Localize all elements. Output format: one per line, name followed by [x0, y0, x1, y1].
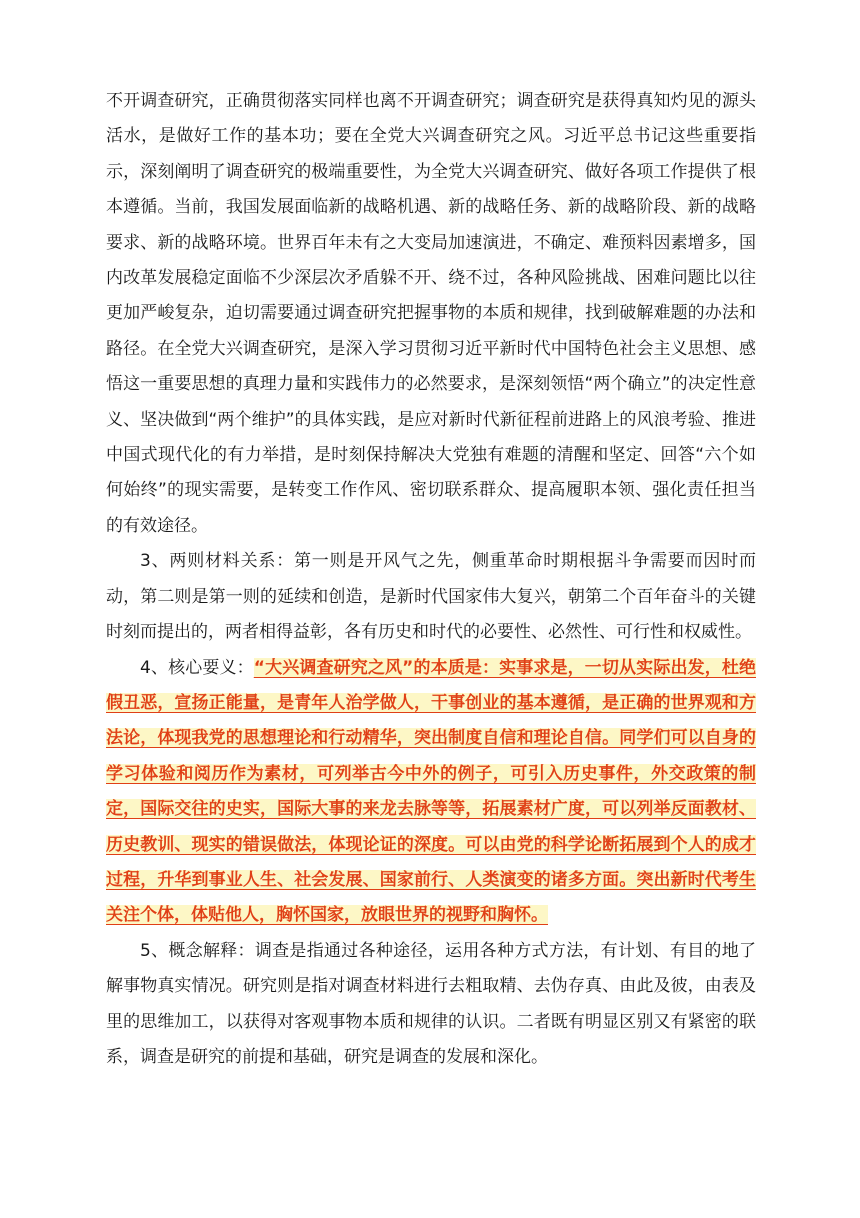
paragraph-core-essence [106, 651, 756, 934]
core-essence-highlight: “大兴调查研究之风”的本质是：实事求是，一切从实际出发，杜绝假丑恶，宣扬正能量，是青年人治学做人，干事创业的基本遵循，是正确的世界观和方法论，体现我党的思想理论和行动精华，突出制度自信和理论自信。同学们可以自身的学习体验和阅历作为素材，可列举古今中外的例子，可引入历史事件，外交政策的制定，国际交往的史实，国际大事的来龙去脉等等，拓展素材广度，可以列举反面教材、历史教训、现实的错误做法，体现论证的深度。可以由党的科学论断拓展到个人的成才过程，升华到事业人生、社会发展、国家前行、人类演变的诸多方面。突出新时代考生关注个体，体贴他人，胸怀国家，放眼世界的视野和胸怀。 [106, 657, 756, 926]
document-page [106, 84, 756, 1075]
paragraph-concept-explanation: 5、概念解释：调查是指通过各种途径，运用各种方式方法，有计划、有目的地了解事物真实情况。研究则是指对调查材料进行去粗取精、去伪存真、由此及彼，由表及里的思维加工，以获得对客观事物本质和规律的认识。二者既有明显区别又有紧密的联系，调查是研究的前提和基础，研究是调查的发展和深化。 [106, 940, 756, 1067]
paragraph-continuation: 不开调查研究，正确贯彻落实同样也离不开调查研究；调查研究是获得真知灼见的源头活水，是做好工作的基本功；要在全党大兴调查研究之风。习近平总书记这些重要指示，深刻阐明了调查研究的极端重要性，为全党大兴调查研究、做好各项工作提供了根本遵循。当前，我国发展面临新的战略机遇、新的战略任务、新的战略阶段、新的战略要求、新的战略环境。世界百年未有之大变局加速演进，不确定、难预料因素增多，国内改革发展稳定面临不少深层次矛盾躲不开、绕不过，各种风险挑战、困难问题比以往更加严峻复杂，迫切需要通过调查研究把握事物的本质和规律，找到破解难题的办法和路径。在全党大兴调查研究，是深入学习贯彻习近平新时代中国特色社会主义思想、感悟这一重要思想的真理力量和实践伟力的必然要求，是深刻领悟“两个确立”的决定性意义、坚决做到“两个维护”的具体实践，是应对新时代新征程前进路上的风浪考验、推进中国式现代化的有力举措，是时刻保持解决大党独有难题的清醒和坚定、回答“六个如何始终”的现实需要，是转变工作作风、密切联系群众、提高履职本领、强化责任担当的有效途径。 [106, 91, 756, 536]
paragraph-material-relation: 3、两则材料关系：第一则是开风气之先，侧重革命时期根据斗争需要而因时而动，第二则是第一则的延续和创造，是新时代国家伟大复兴，朝第二个百年奋斗的关键时刻而提出的，两者相得益彰，各有历史和时代的必要性、必然性、可行性和权威性。 [106, 551, 756, 643]
core-essence-lead: 4、核心要义： [140, 657, 254, 678]
